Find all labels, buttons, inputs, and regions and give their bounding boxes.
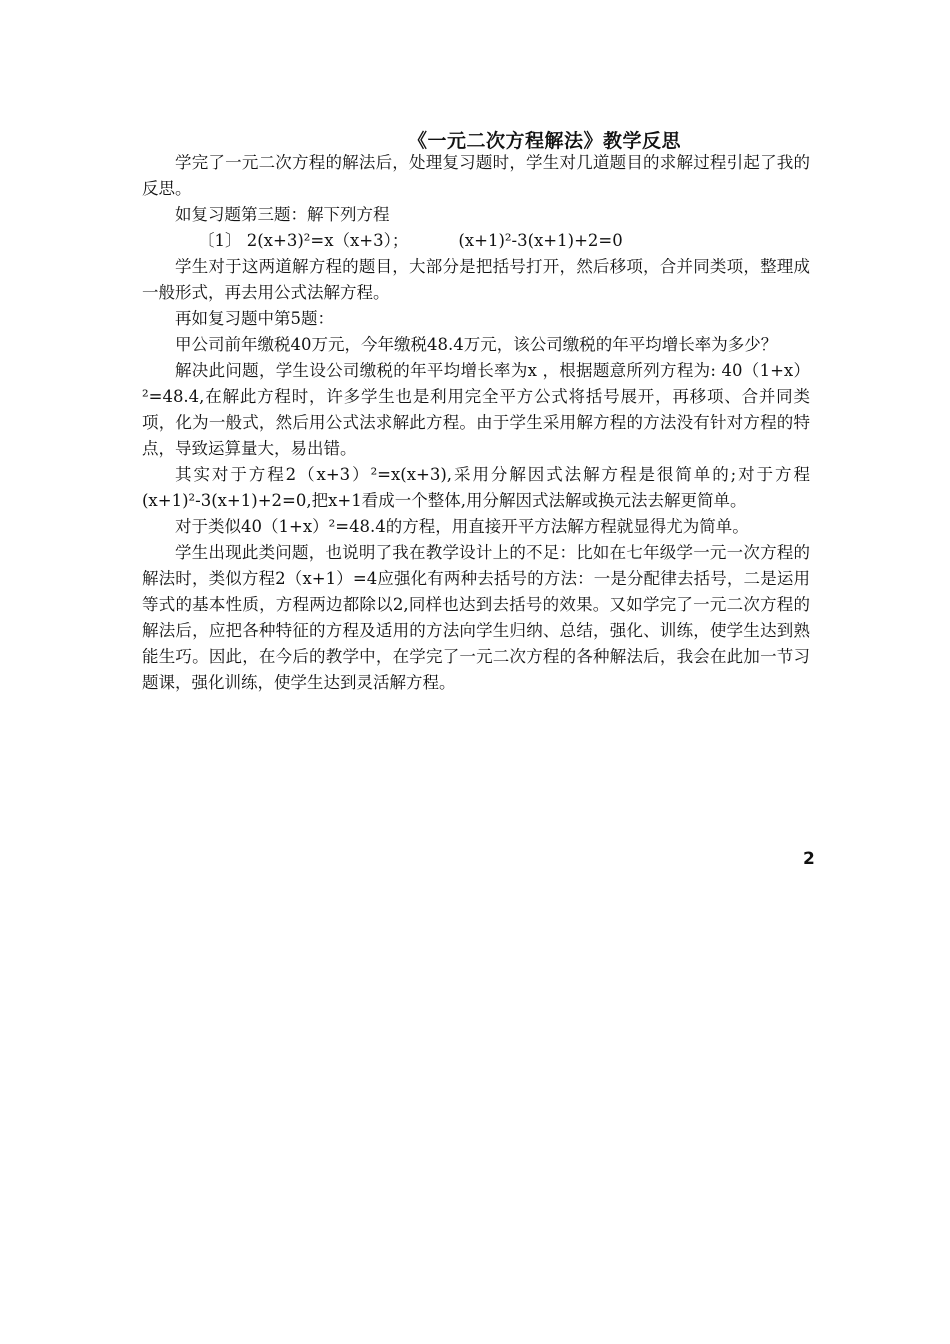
paragraph-intro: 学完了一元二次方程的解法后，处理复习题时，学生对几道题目的求解过程引起了我的反思。: [142, 153, 810, 198]
paragraph-student-approach: 学生对于这两道解方程的题目，大部分是把括号打开，然后移项，合并同类项，整理成一般形式，再去用公式法解方程。: [142, 257, 810, 302]
paragraph-square-root: 对于类似40（1+x）²=48.4的方程，用直接开平方法解方程就显得尤为简单。: [175, 517, 749, 536]
equation-2: (x+1)²-3(x+1)+2=0: [458, 231, 623, 250]
paragraph-reflection: 学生出现此类问题，也说明了我在教学设计上的不足：比如在七年级学一元一次方程的解法时，类似方程2（x+1）=4应强化有两种去括号的方法：一是分配律去括号，二是运用等式的基本性质，方程两边都除以2,同样也达到去括号的效果。又如学完了一元二次方程的解法后，应把各种特征的方程及适用的方法向学生归纳、总结，强化、训练，使学生达到熟能生巧。因此，在今后的教学中，在学完了一元二次方程的各种解法后，我会在此加一节习题课，强化训练，使学生达到灵活解方程。: [142, 543, 810, 692]
equation-1: 2(x+3)²=x（x+3）；: [246, 231, 409, 250]
paragraph-factoring: 其实对于方程2（x+3）²=x(x+3),采用分解因式法解方程是很简单的;对于方程(x+1)²-3(x+1)+2=0,把x+1看成一个整体,用分解因式法解或换元法去解更简单。: [142, 465, 810, 510]
page-number: 2: [803, 849, 815, 869]
equations-line: [142, 228, 810, 254]
paragraph-exercise-5: 再如复习题中第5题：: [175, 309, 334, 328]
document-body: [142, 150, 810, 696]
equation-label: 〔1〕: [198, 231, 242, 250]
document-title: 《一元二次方程解法》教学反思: [408, 130, 682, 152]
paragraph-tax-problem: 甲公司前年缴税40万元，今年缴税48.4万元，该公司缴税的年平均增长率为多少？: [175, 335, 778, 354]
paragraph-exercise-3: 如复习题第三题：解下列方程: [175, 205, 390, 224]
paragraph-solution-analysis: 解决此问题，学生设公司缴税的年平均增长率为x ，根据题意所列方程为: 40（1+x）²=48.4,在解此方程时，许多学生也是利用完全平方公式将括号展开，再移项、合并同类项，化为一般式，然后用公式法求解此方程。由于学生采用解方程的方法没有针对方程的特点，导致运算量大，易出错。: [142, 361, 810, 458]
